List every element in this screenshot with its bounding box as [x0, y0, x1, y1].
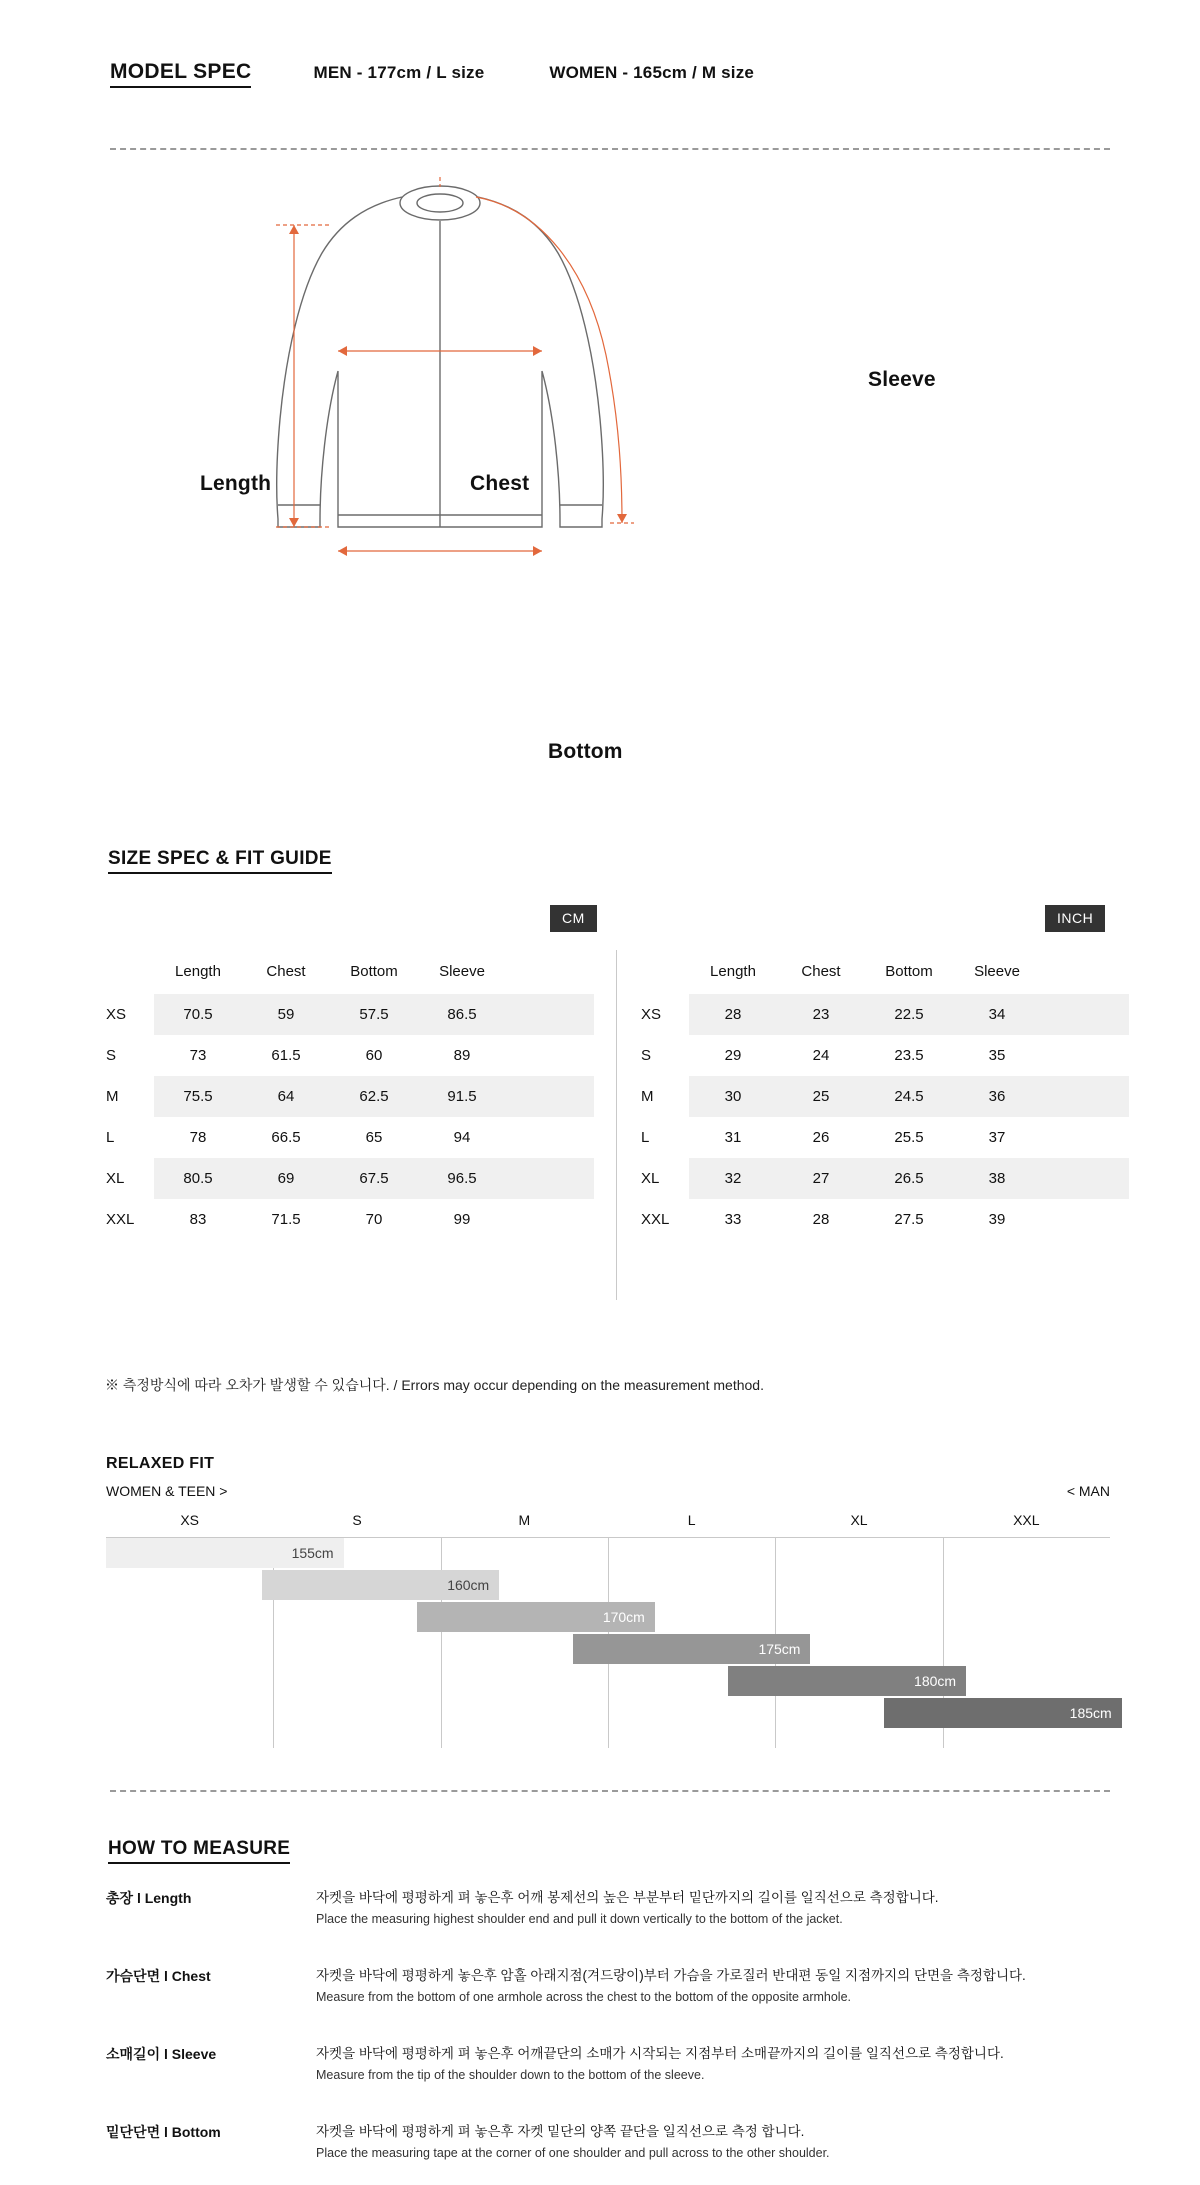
table-cell: 57.5 [330, 994, 418, 1035]
row-size-label: M [106, 1088, 119, 1105]
col-header: Chest [266, 963, 306, 980]
fit-guide-left-label: WOMEN & TEEN > [106, 1483, 228, 1499]
col-header: Sleeve [439, 963, 485, 980]
table-cell: 25 [777, 1076, 865, 1117]
table-row [100, 1117, 594, 1158]
table-cell: 66.5 [271, 1129, 301, 1146]
row-size-label: XL [641, 1170, 660, 1187]
row-size-label: S [106, 1047, 117, 1064]
table-cell-spacer [506, 1117, 594, 1158]
table-cell: 59 [242, 994, 330, 1035]
measure-label: 가슴단면 l Chest [106, 1968, 211, 1984]
fit-bar: 185cm [884, 1698, 1122, 1728]
table-cell: 96.5 [418, 1158, 506, 1199]
table-cell: 70.5 [154, 994, 242, 1035]
col-header: Bottom [350, 963, 398, 980]
jacket-diagram [270, 175, 950, 595]
table-cell: 24.5 [865, 1076, 953, 1117]
table-cell: 60 [365, 1047, 383, 1064]
table-cell: 30 [689, 1076, 777, 1117]
table-cell: 25.5 [894, 1129, 924, 1146]
table-cell: 75.5 [154, 1076, 242, 1117]
size-table-inch [635, 955, 1129, 1240]
table-cell: 67.5 [330, 1158, 418, 1199]
col-header: Length [175, 963, 221, 980]
fit-size-label: M [518, 1512, 531, 1528]
measure-desc [316, 1964, 1116, 2004]
table-cell: 23 [777, 994, 865, 1035]
how-to-measure-title: HOW TO MEASURE [108, 1838, 290, 1864]
row-size-label: L [106, 1129, 115, 1146]
table-cell: 37 [988, 1129, 1006, 1146]
table-divider [616, 950, 617, 1300]
table-cell: 83 [189, 1211, 207, 1228]
fit-chart-header [106, 1510, 1110, 1538]
diagram-label-sleeve: Sleeve [868, 368, 936, 391]
model-spec-header [110, 60, 754, 88]
row-size-label: XXL [641, 1211, 670, 1228]
table-cell: 24 [812, 1047, 830, 1064]
measure-desc-ko: 자켓을 바닥에 평평하게 펴 놓은후 어깨 봉제선의 높은 부분부터 밑단까지의 길이를 일직선으로 측정합니다. [316, 1890, 939, 1905]
fit-size-label: XS [180, 1512, 199, 1528]
table-cell: 29 [724, 1047, 742, 1064]
table-row [100, 994, 594, 1035]
table-cell: 64 [242, 1076, 330, 1117]
table-cell: 26 [812, 1129, 830, 1146]
diagram-label-chest: Chest [470, 472, 530, 495]
table-cell: 34 [953, 994, 1041, 1035]
divider-top [110, 148, 1110, 150]
row-size-label: XXL [106, 1211, 135, 1228]
table-row [635, 1199, 1129, 1240]
table-cell: 35 [988, 1047, 1006, 1064]
table-cell: 22.5 [865, 994, 953, 1035]
col-header: Bottom [885, 963, 933, 980]
table-row [635, 1076, 1129, 1117]
divider-middle [110, 1790, 1110, 1792]
row-size-label: M [641, 1088, 654, 1105]
row-size-label: XS [641, 1006, 662, 1023]
table-cell: 36 [953, 1076, 1041, 1117]
measurement-note: ※ 측정방식에 따라 오차가 발생할 수 있습니다. / Errors may occur depending on the measurement method. [105, 1377, 764, 1393]
row-size-label: L [641, 1129, 650, 1146]
fit-chart-body [106, 1538, 1110, 1748]
diagram-label-length: Length [200, 472, 272, 495]
table-cell: 27.5 [894, 1211, 924, 1228]
fit-bar: 155cm [106, 1538, 344, 1568]
table-cell-spacer [1041, 1117, 1129, 1158]
table-row [635, 1117, 1129, 1158]
table-cell: 69 [242, 1158, 330, 1199]
table-cell-spacer [1041, 1076, 1129, 1117]
table-cell: 80.5 [154, 1158, 242, 1199]
table-cell: 28 [689, 994, 777, 1035]
table-cell-spacer [1041, 1158, 1129, 1199]
table-row [100, 1035, 594, 1076]
fit-bar: 170cm [417, 1602, 655, 1632]
measure-label: 총장 l Length [106, 1890, 192, 1906]
col-header: Sleeve [974, 963, 1020, 980]
model-spec-men: MEN - 177cm / L size [313, 63, 485, 82]
table-cell-spacer [506, 1199, 594, 1240]
fit-bar: 175cm [573, 1634, 811, 1664]
measure-label: 밑단단면 l Bottom [106, 2124, 221, 2140]
measure-desc-ko: 자켓을 바닥에 평평하게 펴 놓은후 어깨끝단의 소매가 시작되는 지점부터 소매끝까지의 길이를 일직선으로 측정합니다. [316, 2046, 1004, 2061]
fit-size-label: XXL [1013, 1512, 1040, 1528]
table-cell: 23.5 [894, 1047, 924, 1064]
table-cell: 65 [365, 1129, 383, 1146]
table-cell: 28 [812, 1211, 830, 1228]
table-cell-spacer [1041, 994, 1129, 1035]
table-cell: 33 [724, 1211, 742, 1228]
measure-desc-en: Place the measuring highest shoulder end and pull it down vertically to the bottom of the jacket. [316, 1912, 843, 1926]
fit-bar: 180cm [728, 1666, 966, 1696]
row-size-label: XS [106, 1006, 127, 1023]
measure-desc [316, 2120, 1116, 2160]
table-cell-spacer [506, 1035, 594, 1076]
table-row [635, 994, 1129, 1035]
measure-label: 소매길이 l Sleeve [106, 2046, 217, 2062]
col-spacer [1041, 955, 1129, 994]
table-cell-spacer [506, 1158, 594, 1199]
table-cell: 91.5 [418, 1076, 506, 1117]
measure-desc [316, 2042, 1116, 2082]
size-table-cm [100, 955, 594, 1240]
table-cell: 70 [365, 1211, 383, 1228]
table-row [100, 1076, 594, 1117]
measure-desc-ko: 자켓을 바닥에 평평하게 펴 놓은후 자켓 밑단의 양쪽 끝단을 일직선으로 측정 합니다. [316, 2124, 805, 2139]
table-cell: 89 [453, 1047, 471, 1064]
table-cell: 61.5 [271, 1047, 301, 1064]
measure-desc-en: Measure from the bottom of one armhole across the chest to the bottom of the opposite armhole. [316, 1990, 852, 2004]
table-cell-spacer [1041, 1035, 1129, 1076]
table-cell: 27 [777, 1158, 865, 1199]
col-header: Chest [801, 963, 841, 980]
table-cell: 32 [689, 1158, 777, 1199]
table-cell: 26.5 [865, 1158, 953, 1199]
measure-desc-en: Place the measuring tape at the corner of one shoulder and pull across to the other shoulder. [316, 2146, 830, 2160]
fit-size-label: S [352, 1512, 362, 1528]
row-size-label: XL [106, 1170, 125, 1187]
unit-badge-cm: CM [550, 905, 597, 932]
table-row [635, 1035, 1129, 1076]
fit-guide-title: RELAXED FIT [106, 1455, 215, 1472]
table-cell: 86.5 [418, 994, 506, 1035]
table-corner [635, 955, 689, 994]
diagram-label-bottom: Bottom [548, 740, 623, 763]
model-spec-women: WOMEN - 165cm / M size [549, 63, 755, 82]
fit-size-label: XL [850, 1512, 868, 1528]
size-spec-title: SIZE SPEC & FIT GUIDE [108, 848, 332, 874]
table-cell-spacer [1041, 1199, 1129, 1240]
table-cell: 73 [189, 1047, 207, 1064]
table-cell: 31 [724, 1129, 742, 1146]
table-cell-spacer [506, 994, 594, 1035]
measure-desc-en: Measure from the tip of the shoulder down to the bottom of the sleeve. [316, 2068, 705, 2082]
table-cell: 99 [453, 1211, 471, 1228]
table-row [635, 1158, 1129, 1199]
table-cell: 39 [988, 1211, 1006, 1228]
model-spec-title: MODEL SPEC [110, 60, 251, 88]
table-corner [100, 955, 154, 994]
table-cell: 38 [953, 1158, 1041, 1199]
table-cell: 62.5 [330, 1076, 418, 1117]
row-size-label: S [641, 1047, 652, 1064]
measure-desc-ko: 자켓을 바닥에 평평하게 놓은후 암홀 아래지점(겨드랑이)부터 가슴을 가로질러 반대편 동일 지점까지의 단면을 측정합니다. [316, 1968, 1026, 1983]
col-spacer [506, 955, 594, 994]
unit-badge-inch: INCH [1045, 905, 1105, 932]
fit-chart [106, 1510, 1110, 1755]
table-row [100, 1158, 594, 1199]
col-header: Length [710, 963, 756, 980]
table-row [100, 1199, 594, 1240]
fit-size-label: L [687, 1512, 696, 1528]
table-cell-spacer [506, 1076, 594, 1117]
measure-desc [316, 1886, 1116, 1926]
table-cell: 78 [189, 1129, 207, 1146]
table-cell: 94 [453, 1129, 471, 1146]
fit-bar: 160cm [262, 1570, 500, 1600]
fit-guide-right-label: < MAN [1066, 1483, 1110, 1499]
table-cell: 71.5 [271, 1211, 301, 1228]
